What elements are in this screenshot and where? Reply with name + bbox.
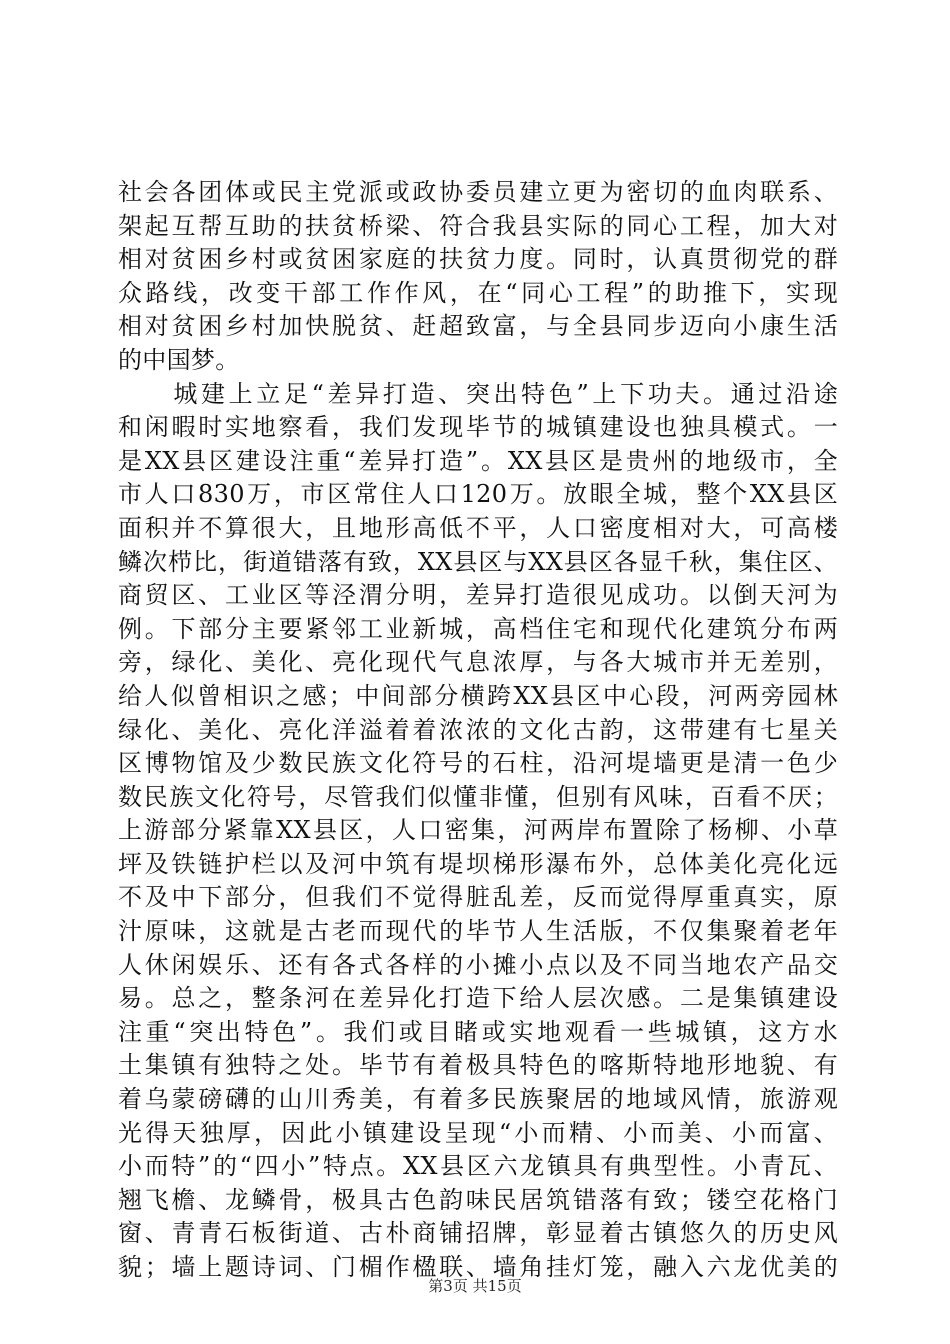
text-line: 的中国梦。 (118, 345, 240, 374)
text-line: 例。下部分主要紧邻工业新城，高档住宅和现代化建筑分布两 (118, 614, 838, 643)
text-line: 城建上立足“差异打造、突出特色”上下功夫。通过沿途 (118, 379, 838, 408)
text-line: 市人口830万，市区常住人口120万。放眼全城，整个XX县区 (118, 480, 838, 509)
text-line: 是XX县区建设注重“差异打造”。XX县区是贵州的地级市，全 (118, 446, 838, 475)
text-line: 翘飞檐、龙鳞骨，极具古色韵味民居筑错落有致；镂空花格门 (118, 1185, 838, 1214)
text-line: 区博物馆及少数民族文化符号的石柱，沿河堤墙更是清一色少 (118, 749, 838, 778)
text-line: 鳞次栉比，街道错落有致，XX县区与XX县区各显千秋，集住区、 (118, 547, 838, 576)
text-line: 给人似曾相识之感；中间部分横跨XX县区中心段，河两旁园林 (118, 681, 838, 710)
text-line: 和闲暇时实地察看，我们发现毕节的城镇建设也独具模式。一 (118, 413, 838, 442)
text-line: 社会各团体或民主党派或政协委员建立更为密切的血肉联系、 (118, 178, 838, 206)
text-line: 相对贫困乡村或贫困家庭的扶贫力度。同时，认真贯彻党的群 (118, 245, 838, 274)
text-line: 数民族文化符号，尽管我们似懂非懂，但别有风味，百看不厌； (118, 782, 838, 811)
body-text (118, 176, 838, 1285)
text-line: 易。总之，整条河在差异化打造下给人层次感。二是集镇建设 (118, 984, 838, 1013)
text-line: 貌；墙上题诗词、门楣作楹联、墙角挂灯笼，融入六龙优美的 (118, 1253, 838, 1281)
text-line: 注重“突出特色”。我们或目睹或实地观看一些城镇，这方水 (118, 1017, 838, 1046)
text-line: 架起互帮互助的扶贫桥梁、符合我县实际的同心工程，加大对 (118, 211, 838, 240)
text-line: 人休闲娱乐、还有各式各样的小摊小点以及不同当地农产品交 (118, 950, 838, 979)
text-line: 汁原味，这就是古老而现代的毕节人生活版，不仅集聚着老年 (118, 917, 838, 946)
text-line: 面积并不算很大，且地形高低不平，人口密度相对大，可高楼 (118, 513, 838, 542)
text-line: 众路线，改变干部工作作风，在“同心工程”的助推下，实现 (118, 278, 838, 307)
text-line: 着乌蒙磅礴的山川秀美，有着多民族聚居的地域风情，旅游观 (118, 1085, 838, 1114)
text-line: 上游部分紧靠XX县区，人口密集，河两岸布置除了杨柳、小草 (118, 816, 838, 845)
text-line: 光得天独厚，因此小镇建设呈现“小而精、小而美、小而富、 (118, 1118, 838, 1147)
text-line: 坪及铁链护栏以及河中筑有堤坝梯形瀑布外，总体美化亮化远 (118, 849, 838, 878)
text-line: 商贸区、工业区等泾渭分明，差异打造很见成功。以倒天河为 (118, 581, 838, 610)
text-line: 绿化、美化、亮化洋溢着着浓浓的文化古韵，这带建有七星关 (118, 715, 838, 744)
text-line: 相对贫困乡村加快脱贫、赶超致富，与全县同步迈向小康生活 (118, 312, 838, 341)
text-line: 土集镇有独特之处。毕节有着极具特色的喀斯特地形地貌、有 (118, 1051, 838, 1080)
text-line: 窗、青青石板街道、古朴商铺招牌，彰显着古镇悠久的历史风 (118, 1219, 838, 1248)
page-footer: 第3页 共15页 (428, 1277, 522, 1295)
text-line: 不及中下部分，但我们不觉得脏乱差，反而觉得厚重真实，原 (118, 883, 838, 912)
text-line: 小而特”的“四小”特点。XX县区六龙镇具有典型性。小青瓦、 (118, 1152, 838, 1181)
text-line: 旁，绿化、美化、亮化现代气息浓厚，与各大城市并无差别， (118, 648, 838, 677)
